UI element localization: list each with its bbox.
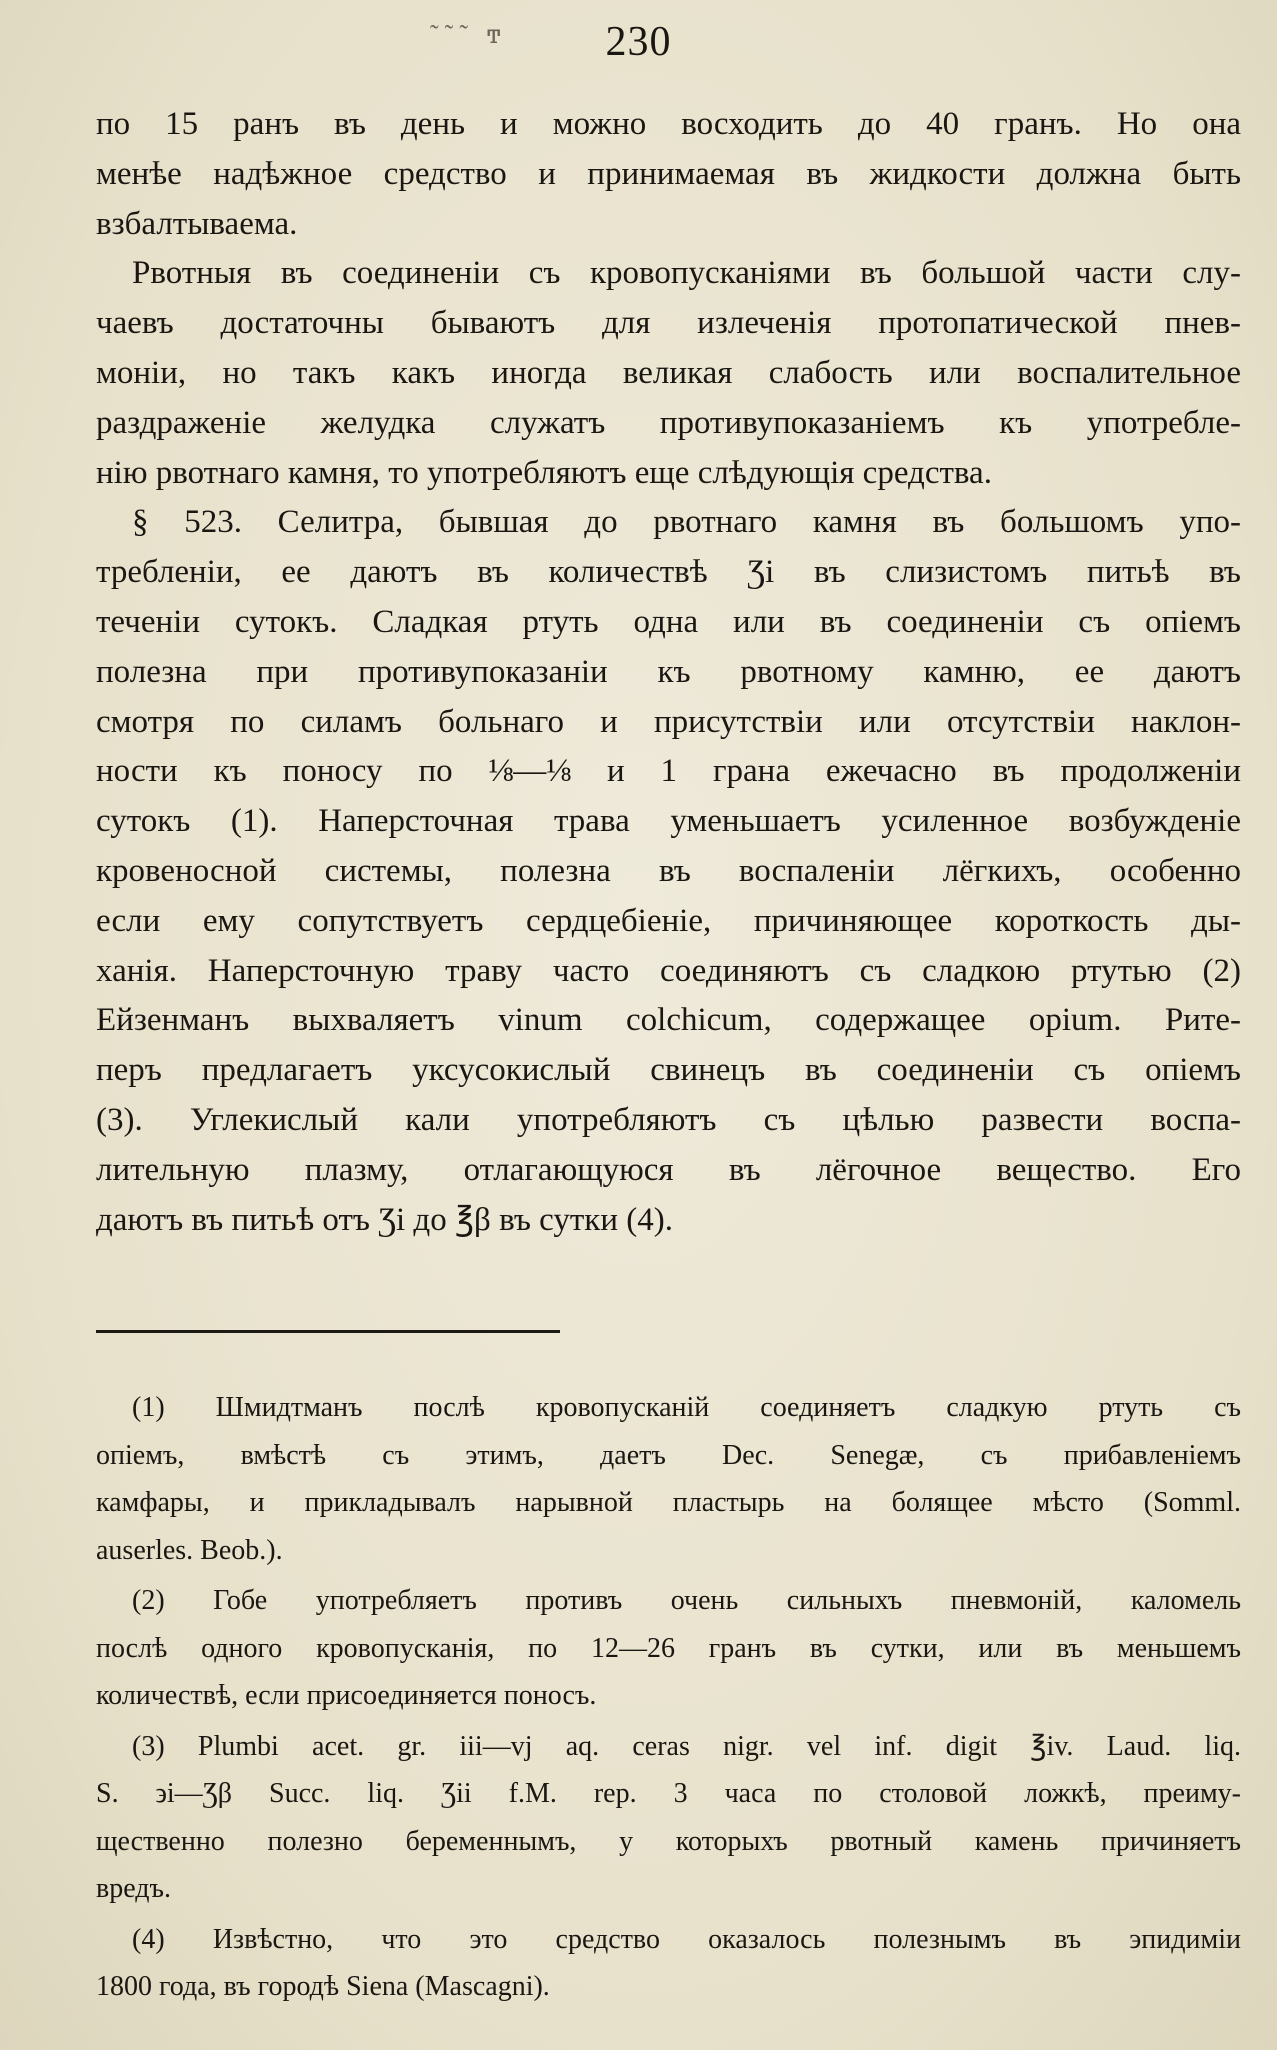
- footnote-3: [96, 1723, 1241, 1913]
- footnote-line: 1800 года, въ городѣ Siena (Mascagni).: [96, 1971, 550, 2002]
- text-line: если ему сопутствуетъ сердцебіеніе, причиняющее короткость ды-: [96, 902, 1241, 939]
- footnote-line: вредъ.: [96, 1873, 172, 1904]
- footnote-line: (1) Шмидтманъ послѣ кровопусканій соединяетъ сладкую ртуть съ: [132, 1392, 1241, 1423]
- footnote-line: щественно полезно беременнымъ, у которыхъ рвотный камень причиняетъ: [96, 1825, 1241, 1857]
- text-line: смотря по силамъ больнаго и присутствіи или отсутствіи наклон-: [96, 703, 1241, 740]
- footnote-line: S. ϶i—Ʒβ Succ. liq. Ʒii f.M. rep. 3 часа по столовой ложкѣ, преиму-: [96, 1778, 1241, 1809]
- footnote-2: [96, 1577, 1241, 1720]
- page-marks: ˜˜˜ ͳ: [430, 20, 507, 49]
- text-line: полезна при противупоказаніи къ рвотному камню, ее даютъ: [96, 653, 1241, 690]
- footnote-line: послѣ одного кровопусканія, по 12—26 гранъ въ сутки, или въ меньшемъ: [96, 1632, 1241, 1664]
- text-line: взбалтываема.: [96, 205, 298, 242]
- text-line: нію рвотнаго камня, то употребляютъ еще слѣдующія средства.: [96, 454, 992, 491]
- footnote-separator: [96, 1330, 560, 1333]
- footnote-line: (2) Гобе употребляетъ противъ очень сильныхъ пневмоній, каломель: [132, 1585, 1241, 1616]
- text-line: даютъ въ питьѣ отъ Ʒі до ℥β въ сутки (4).: [96, 1201, 673, 1238]
- text-line: раздраженіе желудка служатъ противупоказаніемъ къ употребле-: [96, 404, 1241, 441]
- text-line: Ейзенманъ выхваляетъ vinum colchicum, содержащее opium. Рите-: [96, 1002, 1241, 1039]
- text-line: § 523. Селитра, бывшая до рвотнаго камня въ большомъ упо-: [132, 504, 1241, 541]
- text-line: кровеносной системы, полезна въ воспаленіи лёгкихъ, особенно: [96, 852, 1241, 889]
- text-line: по 15 ранъ въ день и можно восходить до 40 гранъ. Но она: [96, 106, 1241, 142]
- footnote-line: опіемъ, вмѣстѣ съ этимъ, даетъ Dec. Senegæ, съ прибавленіемъ: [96, 1439, 1241, 1471]
- page-number: 230: [605, 19, 672, 65]
- text-line: перъ предлагаетъ уксусокислый свинецъ въ соединеніи съ опіемъ: [96, 1052, 1241, 1089]
- footnote-line: auserles. Beob.).: [96, 1534, 283, 1566]
- text-line: теченіи сутокъ. Сладкая ртуть одна или въ соединеніи съ опіемъ: [96, 603, 1241, 640]
- text-line: моніи, но такъ какъ иногда великая слабость или воспалительное: [96, 354, 1241, 391]
- text-line: сутокъ (1). Наперсточная трава уменьшаетъ усиленное возбужденіе: [96, 803, 1241, 840]
- footnotes: [96, 1384, 1241, 2014]
- paragraph: [96, 100, 1241, 249]
- footnote-line: камфары, и прикладывалъ нарывной пластырь на болящее мѣсто (Somml.: [96, 1487, 1241, 1518]
- text-line: (3). Углекислый кали употребляютъ съ цѣлью развести воспа-: [96, 1101, 1241, 1138]
- footnote-4: [96, 1916, 1241, 2011]
- text-line: Рвотныя въ соединеніи съ кровопусканіями въ большой части слу-: [132, 255, 1241, 292]
- text-line: требленіи, ее даютъ въ количествѣ Ʒі въ слизистомъ питьѣ въ: [96, 554, 1241, 591]
- paragraph: [96, 249, 1241, 498]
- text-line: чаевъ достаточны бываютъ для излеченія протопатической пнев-: [96, 305, 1241, 342]
- text-line: менѣе надѣжное средство и принимаемая въ жидкости должна быть: [96, 155, 1241, 192]
- text-line: лительную плазму, отлагающуюся въ лёгочное вещество. Его: [96, 1151, 1241, 1188]
- text-line: ности къ поносу по ⅛—⅛ и 1 грана ежечасно въ продолженіи: [96, 753, 1241, 790]
- footnote-line: (4) Извѣстно, что это средство оказалось полезнымъ въ эпидиміи: [132, 1923, 1241, 1955]
- main-text: [96, 100, 1241, 1245]
- text-line: ханія. Наперсточную траву часто соединяютъ съ сладкою ртутью (2): [96, 952, 1241, 989]
- footnote-line: количествѣ, если присоединяется поносъ.: [96, 1680, 597, 1711]
- paragraph-section-523: [96, 498, 1241, 1245]
- footnote-1: [96, 1384, 1241, 1574]
- footnote-line: (3) Plumbi acet. gr. iii—vj aq. ceras nigr. vel inf. digit ℥iv. Laud. liq.: [132, 1730, 1241, 1762]
